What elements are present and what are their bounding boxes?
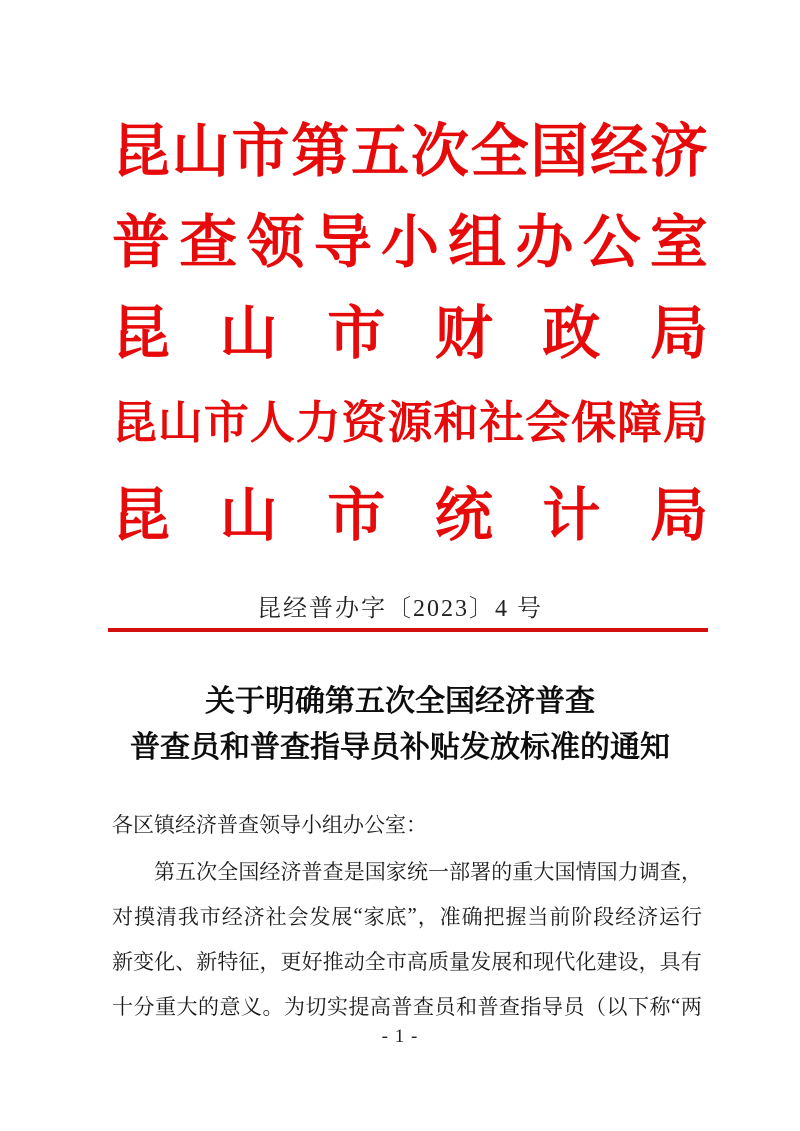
body-line-3: 新 变 化 、 新 特 征 ， 更 好 推 动 全 市 高 质 量 发 展 和 现 代 化 建 设 ， 具 有 (112, 949, 702, 974)
body-line-4: 十 分 重 大 的 意 义 。 为 切 实 提 高 普 查 员 和 普 查 指 导 员 （ 以 下 称 “ 两 (112, 993, 702, 1019)
salutation: 各区镇经济普查领导小组办公室： (112, 813, 427, 837)
body-line-1: 第 五 次 全 国 经 济 普 查 是 国 家 统 一 部 署 的 重 大 国 情 国 力 调 查 ， (154, 859, 702, 884)
letterhead-block (112, 100, 708, 555)
issuer-line-4: 昆 山 市 人 力 资 源 和 社 会 保 障 局 (112, 396, 708, 449)
body-line-2: 对 摸 清 我 市 经 济 社 会 发 展 “ 家 底 ” ， 准 确 把 握 当 前 阶 段 经 济 运 行 (112, 903, 702, 929)
issuer-line-3: 昆 山 市 财 政 局 (112, 298, 708, 367)
issuer-line-5: 昆 山 市 统 计 局 (112, 480, 708, 549)
red-separator-line (108, 628, 708, 632)
notice-title-line-1: 关于明确第五次全国经济普查 (205, 685, 595, 718)
page-number: - 1 - (381, 1026, 419, 1047)
notice-title (0, 683, 800, 767)
issuer-line-1: 昆 山 市 第 五 次 全 国 经 济 (112, 116, 708, 185)
body-text-block (112, 803, 702, 1028)
issuer-line-2: 普 查 领 导 小 组 办 公 室 (112, 207, 708, 276)
notice-title-line-2: 普查员和普查指导员补贴发放标准的通知 (130, 731, 670, 764)
doc-number: 昆经普办字〔2023〕4 号 (257, 596, 543, 622)
